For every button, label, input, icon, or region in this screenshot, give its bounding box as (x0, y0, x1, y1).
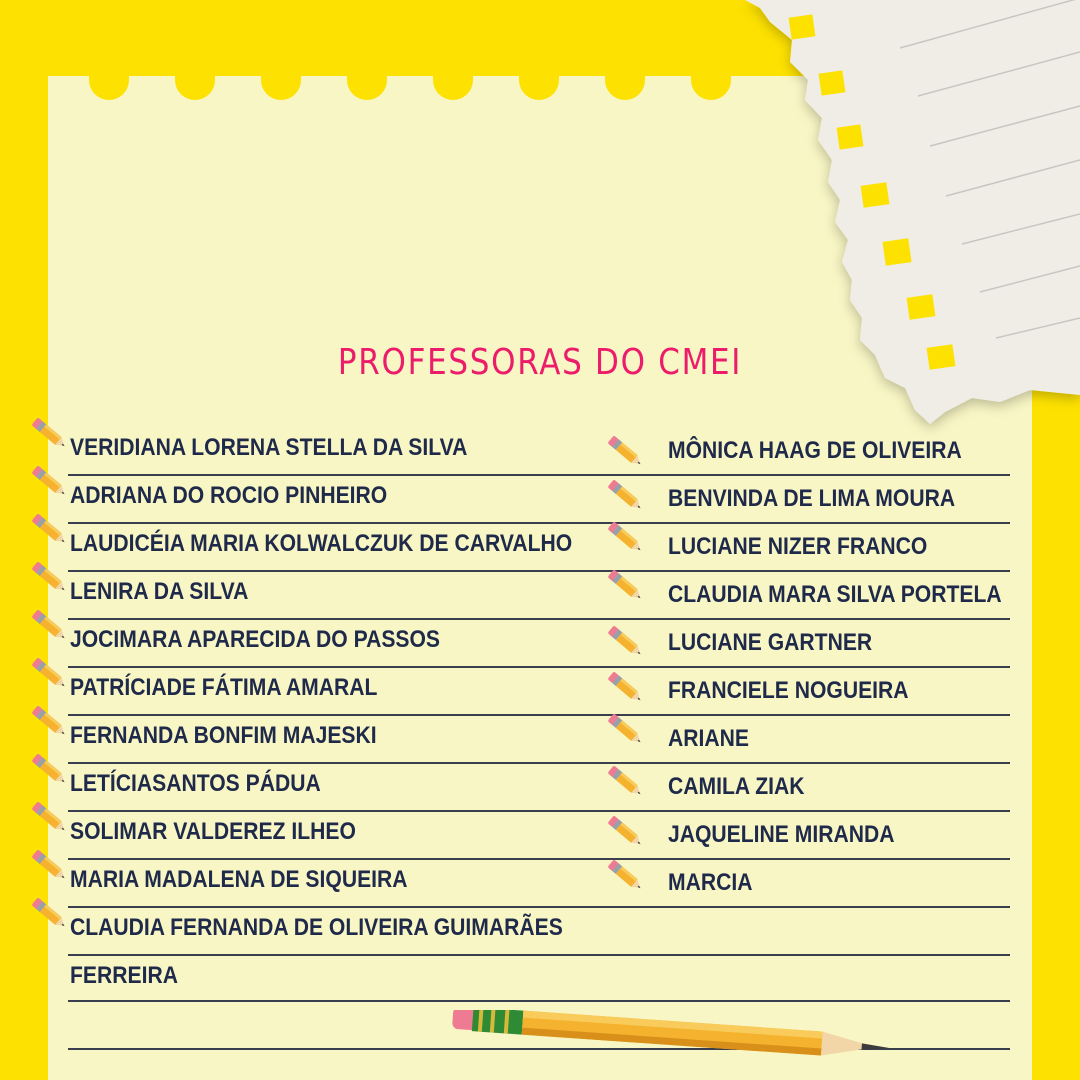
ruled-line (68, 810, 1010, 812)
pencil-icon (606, 668, 646, 708)
pencil-icon (30, 894, 70, 934)
teacher-name: MARCIA (668, 869, 753, 896)
teacher-name: LAUDICÉIA MARIA KOLWALCZUK DE CARVALHO (70, 530, 573, 557)
pencil-icon (30, 798, 70, 838)
teacher-name: VERIDIANA LORENA STELLA DA SILVA (70, 434, 468, 461)
teacher-name: JAQUELINE MIRANDA (668, 821, 895, 848)
ruled-line (68, 858, 1010, 860)
teacher-name: CLAUDIA FERNANDA DE OLIVEIRA GUIMARÃES (70, 914, 563, 941)
pencil-icon (30, 510, 70, 550)
teacher-name: FERREIRA (70, 962, 178, 989)
teacher-name: SOLIMAR VALDEREZ ILHEO (70, 818, 356, 845)
ruled-line (68, 666, 1010, 668)
pencil-icon (606, 432, 646, 472)
teacher-name: MÔNICA HAAG DE OLIVEIRA (668, 437, 962, 464)
teacher-name: JOCIMARA APARECIDA DO PASSOS (70, 626, 441, 653)
pencil-icon (606, 566, 646, 606)
pencil-icon (606, 762, 646, 802)
pencil-icon (606, 518, 646, 558)
pencil-icon (30, 750, 70, 790)
teacher-name: FERNANDA BONFIM MAJESKI (70, 722, 377, 749)
pencil-icon (606, 476, 646, 516)
pencil-icon (606, 710, 646, 750)
pencil-icon (30, 846, 70, 886)
ruled-line (68, 762, 1010, 764)
pencil-icon (606, 622, 646, 662)
pencil-icon (30, 702, 70, 742)
teacher-name: MARIA MADALENA DE SIQUEIRA (70, 866, 408, 893)
teacher-name: LETÍCIASANTOS PÁDUA (70, 770, 321, 797)
ruled-line (68, 522, 1010, 524)
large-pencil-icon (446, 1010, 896, 1062)
teacher-name: BENVINDA DE LIMA MOURA (668, 485, 956, 512)
teacher-name: LUCIANE GARTNER (668, 629, 873, 656)
teacher-name: FRANCIELE NOGUEIRA (668, 677, 909, 704)
pencil-icon (30, 414, 70, 454)
pencil-icon (606, 812, 646, 852)
teacher-name: CLAUDIA MARA SILVA PORTELA (668, 581, 1002, 608)
ruled-line (68, 618, 1010, 620)
pencil-icon (30, 558, 70, 598)
ruled-line (68, 906, 1010, 908)
teacher-name: LUCIANE NIZER FRANCO (668, 533, 928, 560)
ruled-line (68, 1000, 1010, 1002)
pencil-icon (606, 856, 646, 896)
pencil-icon (30, 606, 70, 646)
teacher-name: LENIRA DA SILVA (70, 578, 249, 605)
pencil-icon (30, 654, 70, 694)
ruled-line (68, 714, 1010, 716)
teacher-name: CAMILA ZIAK (668, 773, 805, 800)
ruled-line (68, 474, 1010, 476)
teacher-name: ARIANE (668, 725, 749, 752)
teacher-name: ADRIANA DO ROCIO PINHEIRO (70, 482, 388, 509)
teacher-name: PATRÍCIADE FÁTIMA AMARAL (70, 674, 378, 701)
page-title: PROFESSORAS DO CMEI (337, 342, 743, 383)
pencil-icon (30, 462, 70, 502)
ruled-line (68, 570, 1010, 572)
ruled-line (68, 954, 1010, 956)
